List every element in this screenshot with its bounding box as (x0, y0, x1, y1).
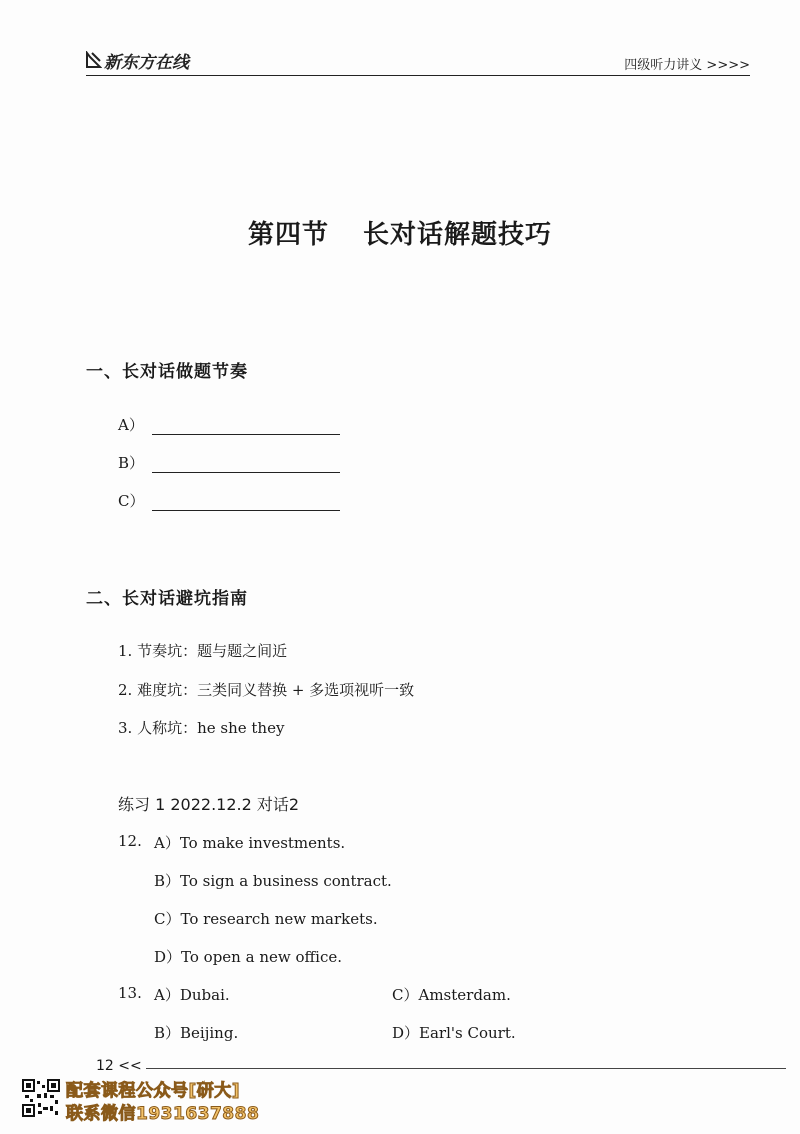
option-text: Amsterdam. (418, 986, 511, 1004)
logo-text: 新东方在线 (104, 52, 189, 73)
section-heading-rhythm: 一、长对话做题节奏 (86, 362, 248, 382)
option-letter: C） (392, 986, 419, 1004)
option-text: To open a new office. (181, 948, 342, 966)
option-13d (392, 1022, 516, 1043)
footer-divider (146, 1068, 786, 1069)
qr-code-icon (22, 1079, 60, 1117)
option-13c (392, 984, 511, 1005)
option-letter: C） (154, 910, 181, 928)
promo-line-2: 联系微信1931637888 (66, 1104, 260, 1124)
option-letter: B） (154, 1024, 181, 1042)
option-text: Dubai. (179, 986, 230, 1004)
option-text: To research new markets. (180, 910, 378, 928)
blank-label: A） (118, 416, 144, 434)
pitfall-item: 2. 难度坑：三类同义替换 + 多选项视听一致 (118, 681, 415, 699)
question-number: 12. (118, 832, 142, 850)
option-12c (154, 908, 378, 929)
brand-logo (86, 48, 189, 72)
option-letter: B） (154, 872, 181, 890)
question-number: 13. (118, 984, 142, 1002)
blank-label: B） (118, 454, 145, 472)
option-text: Beijing. (180, 1024, 239, 1042)
fill-in-line (152, 496, 340, 511)
fill-in-line (152, 420, 340, 435)
option-letter: A） (154, 834, 180, 852)
option-letter: D） (392, 1024, 420, 1042)
pitfall-item: 1. 节奏坑：题与题之间近 (118, 642, 288, 660)
pitfall-item: 3. 人称坑：he she they (118, 719, 285, 737)
exercise-title: 练习 1 2022.12.2 对话2 (118, 795, 300, 814)
blank-item-b (118, 452, 340, 473)
promo-line-1: 配套课程公众号[研大] (66, 1081, 241, 1101)
page-title (0, 214, 800, 251)
page-arrows: << (118, 1058, 142, 1074)
option-12a (154, 832, 345, 853)
blank-item-c (118, 490, 340, 511)
header-divider (86, 75, 750, 76)
option-text: To sign a business contract. (180, 872, 392, 890)
option-13b (154, 1022, 238, 1043)
page-number (96, 1058, 142, 1074)
option-text: Earl's Court. (419, 1024, 516, 1042)
title-section-name: 长对话解题技巧 (363, 220, 553, 250)
option-12b (154, 870, 392, 891)
option-letter: A） (154, 986, 180, 1004)
section-heading-pitfalls: 二、长对话避坑指南 (86, 589, 248, 609)
header-section-label: 四级听力讲义 >>>> (624, 58, 750, 73)
option-12d (154, 946, 342, 967)
blank-item-a (118, 414, 340, 435)
fill-in-line (152, 458, 340, 473)
blank-label: C） (118, 492, 145, 510)
option-13a (154, 984, 230, 1005)
logo-mark-icon (86, 51, 102, 69)
option-letter: D） (154, 948, 182, 966)
title-section-number: 第四节 (247, 220, 329, 250)
option-text: To make investments. (179, 834, 346, 852)
page-number-value: 12 (96, 1058, 114, 1074)
